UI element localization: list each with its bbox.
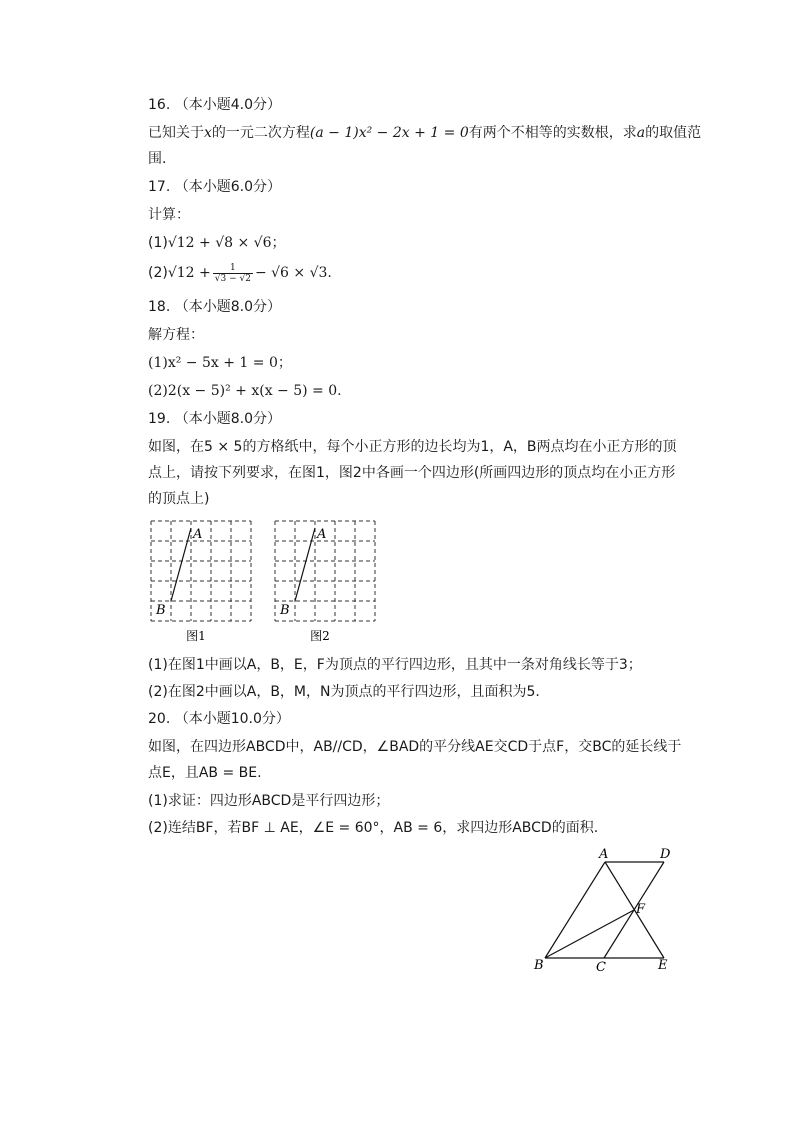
q19-fig1-label: 图1 xyxy=(186,629,206,643)
q17-item2-label: (2) xyxy=(148,265,168,281)
q16-var-a: a xyxy=(636,125,646,141)
q19-line2: 点上，请按下列要求，在图1，图2中各画一个四边形(所画四边形的顶点均在小正方形 xyxy=(148,465,676,481)
q16-header: 16. （本小题4.0分） xyxy=(148,97,281,113)
q16-text-line1 xyxy=(148,120,702,146)
q16-text-c: 有两个不相等的实数根，求 xyxy=(468,125,637,141)
q16-text-d: 的取值范 xyxy=(645,125,702,141)
q17-item1-expr: √12 + √8 × √6； xyxy=(167,235,286,251)
q19-fig1-point-b: B xyxy=(156,603,166,618)
q17-item2-expr-b: − √6 × √3. xyxy=(254,265,332,281)
q19-fig2-segment-ab xyxy=(295,528,315,601)
q16-equation: (a − 1)x² − 2x + 1 = 0 xyxy=(309,125,469,141)
q20-label-e: E xyxy=(658,958,668,973)
q17-intro: 计算： xyxy=(148,207,190,223)
q20-figure xyxy=(528,840,688,980)
q20-segment-ab xyxy=(545,862,605,958)
q17-item2-numerator: 1 xyxy=(213,263,253,274)
q19-header: 19. （本小题8.0分） xyxy=(148,411,281,427)
q20-label-c: C xyxy=(596,960,606,975)
q16-text-b: 的一元二次方程 xyxy=(211,125,310,141)
q19-requirement-2: (2)在图2中画以A，B，M，N为顶点的平行四边形，且面积为5. xyxy=(148,684,540,700)
q20-label-b: B xyxy=(534,958,544,973)
q17-header: 17. （本小题6.0分） xyxy=(148,179,281,195)
q20-label-d: D xyxy=(660,847,671,862)
q20-label-a: A xyxy=(599,847,609,862)
q19-figure2 xyxy=(275,521,375,643)
q19-fig2-label: 图2 xyxy=(310,629,330,643)
q20-line2: 点E，且AB = BE. xyxy=(148,765,262,781)
q19-line1: 如图，在5 × 5的方格纸中，每个小正方形的边长均为1，A，B两点均在小正方形的顶 xyxy=(148,439,677,455)
q20-requirement-2: (2)连结BF，若BF ⊥ AE，∠E = 60°，AB = 6，求四边形ABCD的面积. xyxy=(148,820,599,836)
q19-fig2-point-a: A xyxy=(317,527,327,542)
q16-text-a: 已知关于 xyxy=(148,125,204,141)
q19-requirement-1: (1)在图1中画以A，B，E，F为顶点的平行四边形，且其中一条对角线长等于3； xyxy=(148,657,642,673)
q16-var-x: x xyxy=(204,125,212,141)
q19-figures xyxy=(146,516,386,646)
q19-fig1-point-a: A xyxy=(193,527,203,542)
q17-item2 xyxy=(148,260,688,286)
q18-item1: (1)x² − 5x + 1 = 0； xyxy=(148,355,292,371)
q20-requirement-1: (1)求证：四边形ABCD是平行四边形； xyxy=(148,793,390,809)
q20-header: 20. （本小题10.0分） xyxy=(148,711,290,727)
q17-item2-denominator: √3 − √2 xyxy=(214,273,251,284)
q19-fig2-point-b: B xyxy=(280,603,290,618)
q19-fig1-segment-ab xyxy=(171,528,191,601)
q17-item2-fraction xyxy=(213,263,253,284)
q17-item1-label: (1) xyxy=(148,235,168,251)
q19-figure1 xyxy=(151,521,251,643)
q17-item1 xyxy=(148,230,688,256)
q17-item2-expr-a: √12 + xyxy=(167,265,211,281)
q20-label-f: F xyxy=(636,902,646,917)
q20-line1: 如图，在四边形ABCD中，AB//CD，∠BAD的平分线AE交CD于点F，交BC的延长线于 xyxy=(148,739,682,755)
q18-item2: (2)2(x − 5)² + x(x − 5) = 0. xyxy=(148,383,342,399)
q16-text-e: 围. xyxy=(148,151,167,167)
q18-header: 18. （本小题8.0分） xyxy=(148,299,281,315)
q19-line3: 的顶点上) xyxy=(148,491,210,507)
q18-intro: 解方程： xyxy=(148,327,204,343)
q20-segment-bf xyxy=(545,910,634,958)
